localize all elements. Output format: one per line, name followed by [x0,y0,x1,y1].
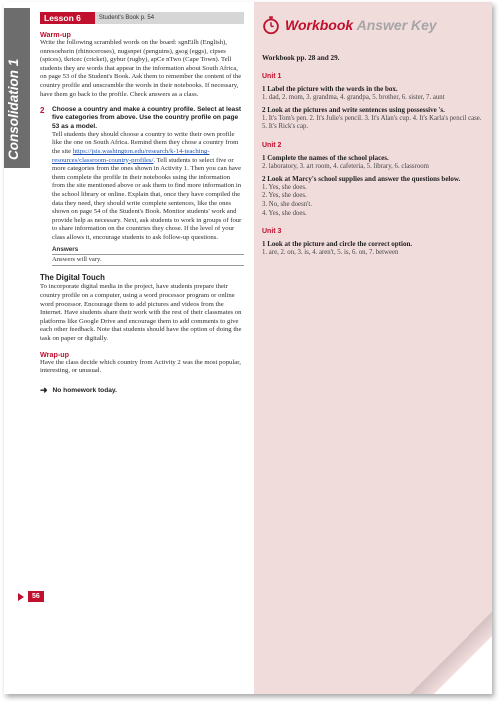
answer-item [262,154,484,171]
page-number [18,591,44,602]
wrapup-text: Have the class decide which country from Activity 2 was the most popular, interesting, or unusual. [40,358,241,375]
workbook-title-main: Workbook [285,17,354,33]
exercise-question: 2 Look at the pictures and write sentences using possessive 's. [262,106,445,115]
digital-touch-text: To incorporate digital media in the project, have students prepare their country profile on a computer, using a word processor program or online word processor. Encourage them to add pictures and videos from the Internet. Have students share their work with the rest of their classmates on platforms like Google Drive and encourage them to add comments to give each other feedback. Note that students should have the option of doing the task on paper or digitally. [40,283,242,343]
activity-2 [40,106,244,266]
answer-item [262,85,484,102]
activity-text-part1: Tell students they should choose a country to write their own profile like the one on South Africa. Remind them they chose a country from the site [52,130,239,155]
answer-item [262,106,484,132]
workbook-header [260,14,437,36]
exercise-answer: 1. It's Tom's pen. 2. It's Julie's pencil. 3. It's Alan's cup. 4. It's Karla's pencil case. 5. It's Rick's cap. [262,114,482,131]
page-number-label: 56 [28,591,44,602]
digital-touch-heading: The Digital Touch [40,273,105,283]
lesson-page-reference: Student's Book p. 54 [98,15,155,21]
warmup-text: Write the following scrambled words on the board: sgnEilh (English), onresoehsrin (rhinoceroses), nugsnpei (penguins), gsog (eggs), cipses (spices), tkricec (cricket), gybur (rugby), apCe nTwo (Cape Town). Tell students they are words that appear in the information about South Africa, on page 53 of the Student's Book. Ask them to remember the content of the country profile and unscramble the words in their notebooks. If necessary, have them go back to the profile. Check answers as a class. [40,39,242,98]
exercise-answer: 1. Yes, she does. 2. Yes, she does. 3. No, she doesn't. 4. Yes, she does. [262,183,312,217]
warmup-heading: Warm-up [40,30,71,39]
workbook-title [285,17,437,33]
arrow-right-icon: ➜ [40,384,48,395]
resource-link[interactable]: https://jsis.washington.edu/research/k-14-teaching-resources/classroom-country-profiles/ [52,147,210,164]
answer-key-content [262,54,484,257]
exercise-question: 1 Label the picture with the words in the box. [262,85,398,93]
teacher-notes-column [40,12,244,396]
activity-title: Choose a country and make a country profile. Select at least five categories from above. Use the country profile on page 53 as a model. [52,106,242,130]
exercise-answer: 1. are, 2. on, 3. is, 4. aren't, 5. is, 6. on, 7. between [262,248,399,256]
exercise-question: 2 Look at Marcy's school supplies and answer the questions below. [262,175,461,184]
unit-heading: Unit 1 [262,73,282,80]
answers-label: Answers [52,246,244,255]
answers-box [52,246,244,266]
stopwatch-icon [260,14,282,36]
page-curl [434,636,492,694]
lesson-badge: Lesson 6 [40,12,95,24]
page-arrow-icon [18,593,24,601]
exercise-answer: 2. laboratory, 3. art room, 4. cafeteria, 5. library, 6. classroom [262,162,429,170]
answer-key-column [254,2,492,694]
activity-number: 2 [40,106,45,116]
side-tab-label: Consolidation 1 [6,58,21,160]
unit-heading: Unit 3 [262,228,282,236]
unit-heading: Unit 2 [262,141,282,149]
activity-text-part2: . Tell students to select five or more categories from the ones shown in Activity 1. Then you can have them complete the profile in their notebooks using the information from the site mentioned above or ask them to find more information in the school library or online. Explain that, once they have compiled the data they need, they should write complete sentences, like the ones shown on page 54 of the Student's Book. Monitor students' work and provide help as necessary. Next, ask students to work in groups of four to share information on the countries they chose. If the level of your class allows it, encourage students to ask follow-up questions. [52,156,242,241]
workbook-pages: Workbook pp. 28 and 29. [262,54,340,62]
exercise-answer: 1. dad, 2. mom, 3. grandma, 4. grandpa, 5. brother, 6. sister, 7. aunt [262,93,445,101]
answers-text: Answers will vary. [52,255,244,266]
answer-item [262,175,484,218]
units-list [262,73,484,257]
section-side-tab [4,8,30,168]
homework-text: No homework today. [52,386,117,394]
homework-note [40,385,244,396]
exercise-question: 1 Complete the names of the school places. [262,153,389,162]
document-page [4,2,492,694]
answer-item [262,240,484,257]
activity-text [52,131,244,243]
answer-key-title: Answer Key [356,17,437,33]
wrapup-heading: Wrap-up [40,349,70,359]
exercise-question: 1 Look at the picture and circle the correct option. [262,240,413,249]
lesson-header-bar [40,12,244,24]
